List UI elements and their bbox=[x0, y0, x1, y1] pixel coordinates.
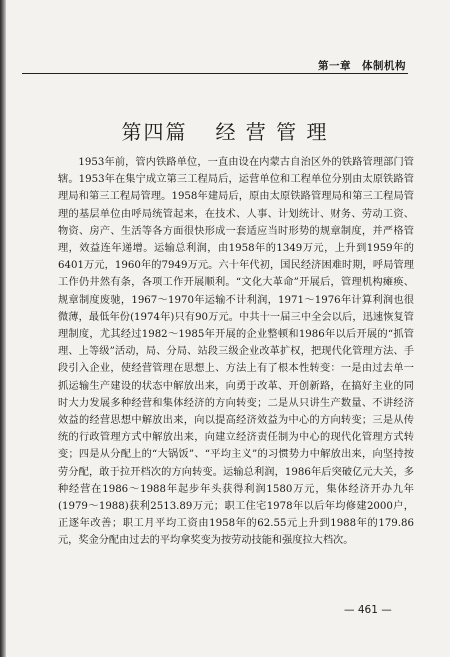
part-name: 经 营 管 理 bbox=[215, 120, 329, 144]
header-rule bbox=[22, 73, 408, 74]
part-title bbox=[0, 116, 450, 145]
binding-edge bbox=[0, 0, 6, 657]
page-number: — 461 — bbox=[344, 604, 392, 616]
body-paragraph: 1953年前，管内铁路单位，一直由设在内蒙古自治区外的铁路管理部门管辖。1953年在集宁成立第三工程局后，运营单位和工程单位分别由太原铁路管理局和第三工程局管理。1958年建局后，原由太原铁路管理局和第三工程局管理的基层单位由呼局统管起来，在技术、人事、计划统计、财务、劳动工资、物资、房产、生活等各方面很快形成一套适应当时形势的规章制度，并严格管理，效益连年递增。运输总利润，由1958年的1349万元，上升到1959年的6401万元，1960年的7949万元。六十年代初，国民经济困难时期，呼局管理工作仍井然有条，各项工作开展顺利。“文化大革命”开展后，管理机构瘫痪、规章制度废驰，1967～1970年运输不计利润，1971～1976年计算利润也很微薄，最低年份(1974年)只有90万元。中共十一届三中全会以后，迅速恢复管理制度，尤其经过1982～1985年开展的企业整顿和1986年以后开展的“抓管理、上等级”活动，局、分局、站段三级企业改革扩权，把现代化管理方法、手段引入企业，使经营管理在思想上、方法上有了根本性转变：一是由过去单一抓运输生产建设的状态中解放出来，向勇于改革、开创新路，在搞好主业的同时大力发展多种经营和集体经济的方向转变；二是从只讲生产数量、不讲经济效益的经营思想中解放出来，向以提高经济效益为中心的方向转变；三是从传统的行政管理方式中解放出来，向建立经济责任制为中心的现代化管理方式转变；四是从分配上的“大锅饭”、“平均主义”的习惯势力中解放出来，向坚持按劳分配，敢于拉开档次的方向转变。运输总利润，1986年后突破亿元大关，多种经营在1986～1988年起步年头获得利润1580万元，集体经济开办九年(1979～1988)获利2513.89万元；职工住宅1978年以后年均修建2000户，正逐年改善；职工月平均工资由1958年的62.55元上升到1988年的179.86元，奖金分配由过去的平均拿奖变为按劳动技能和强度拉大档次。 bbox=[58, 157, 414, 547]
running-head: 第一章 体制机构 bbox=[318, 60, 406, 72]
part-number: 第四篇 bbox=[121, 120, 188, 144]
